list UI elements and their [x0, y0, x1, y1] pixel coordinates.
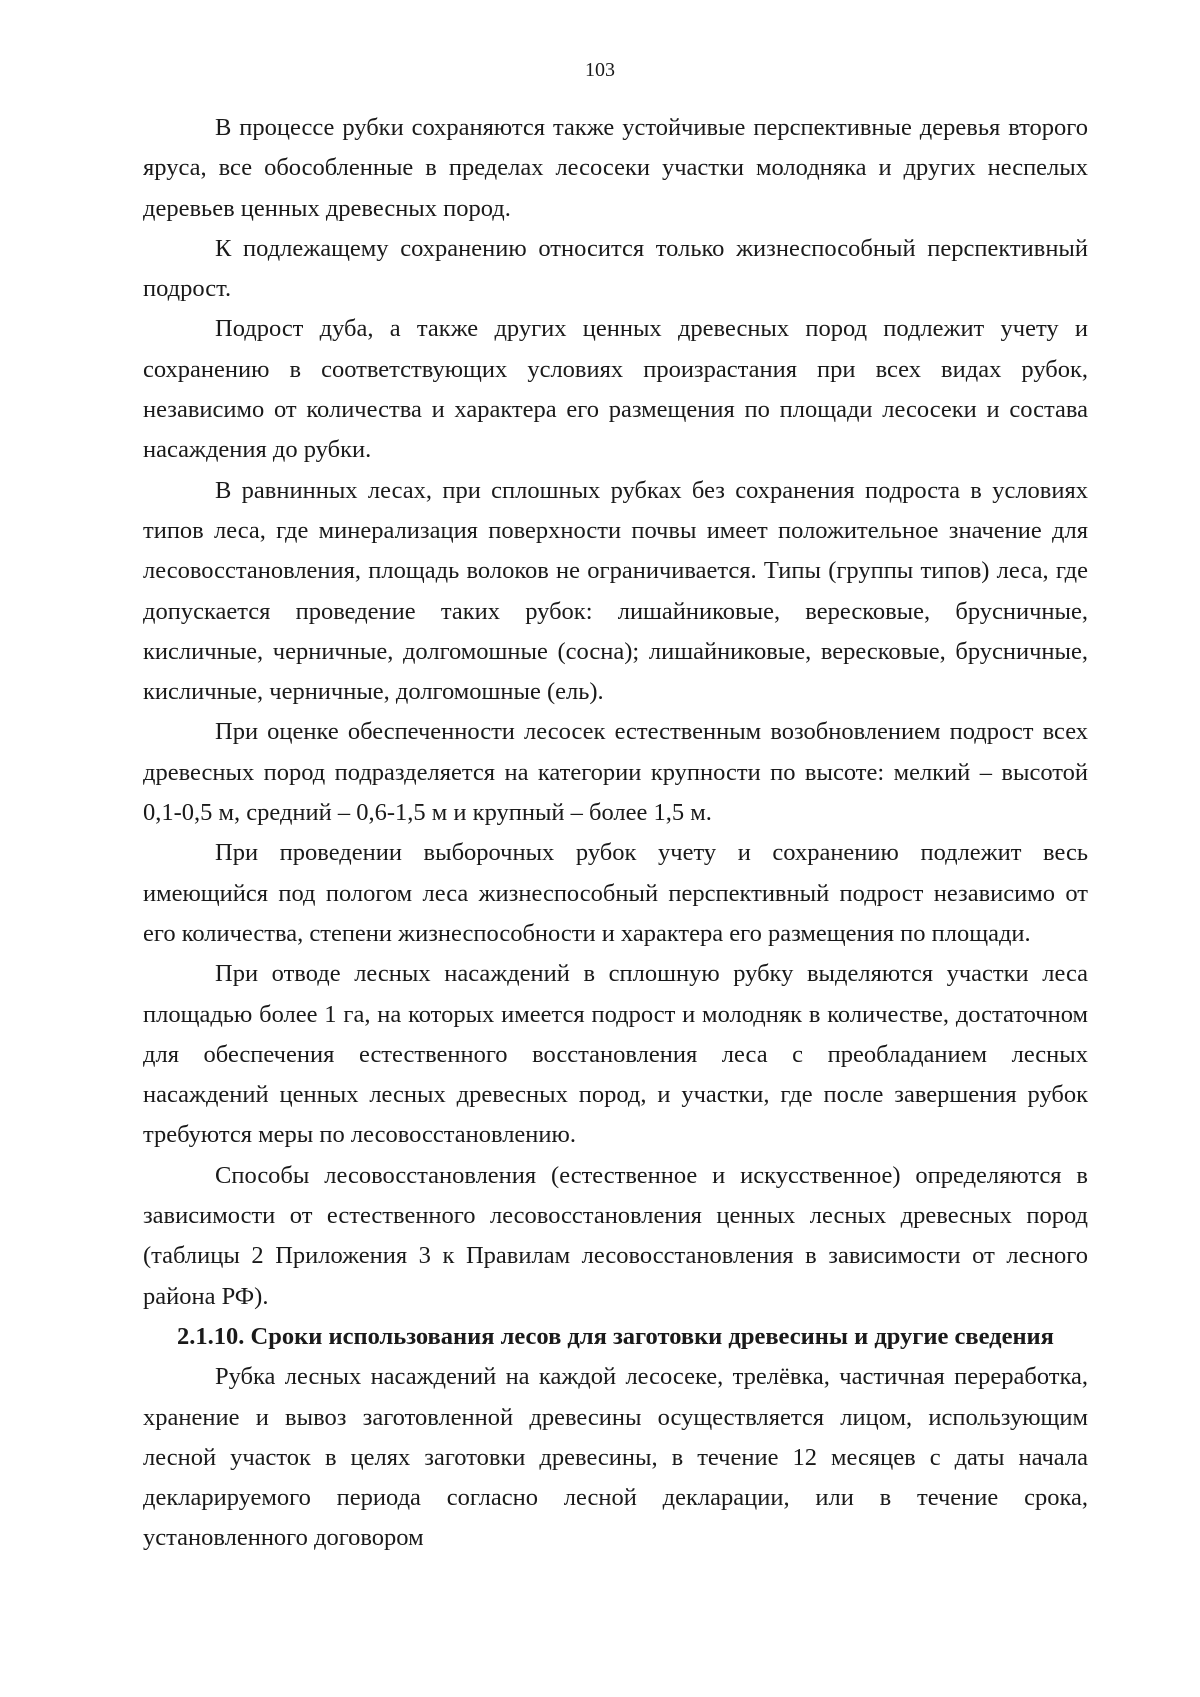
paragraph-size-categories: При оценке обеспеченности лесосек естественным возобновлением подрост всех древесных пород подразделяется на категории крупности по высоте: мелкий – высотой 0,1-0,5 м, средний – 0,6-1,5 м и крупный – более 1,5 м. [143, 718, 1088, 827]
page-number: 103 [585, 59, 615, 81]
page-body [143, 108, 1088, 1559]
paragraph-oak-undergrowth: Подрост дуба, а также других ценных древесных пород подлежит учету и сохранению в соответствующих условиях произрастания при всех видах рубок, независимо от количества и характера его размещения по площади лесосеки и состава насаждения до рубки. [143, 315, 1088, 464]
paragraph-selective-felling: При проведении выборочных рубок учету и сохранению подлежит весь имеющийся под пологом леса жизнеспособный перспективный подрост независимо от его количества, степени жизнеспособности и характера его размещения по площади. [143, 839, 1088, 947]
paragraph-felling-terms: Рубка лесных насаждений на каждой лесосеке, трелёвка, частичная переработка, хранение и вывоз заготовленной древесины осуществляется лицом, использующим лесной участок в целях заготовки древесины, в течение 12 месяцев с даты начала декларируемого периода согласно лесной декларации, или в течение срока, установленного договором [143, 1363, 1088, 1552]
section-heading: 2.1.10. Сроки использования лесов для заготовки древесины и другие сведения [177, 1322, 1054, 1350]
paragraph-reforestation-methods: Способы лесовосстановления (естественное и искусственное) определяются в зависимости от естественного лесовосстановления ценных лесных древесных пород (таблицы 2 Приложения 3 к Правилам лесовосстановления в зависимости от лесного района РФ). [143, 1161, 1088, 1310]
paragraph-clear-felling-allotment: При отводе лесных насаждений в сплошную рубку выделяются участки леса площадью более 1 га, на которых имеется подрост и молодняк в количестве, достаточном для обеспечения естественного восстановления леса с преобладанием лесных насаждений ценных лесных древесных пород, и участки, где после завершения рубок требуются меры по лесовосстановлению. [143, 960, 1088, 1149]
paragraph-plain-forests: В равнинных лесах, при сплошных рубках без сохранения подроста в условиях типов леса, где минерализация поверхности почвы имеет положительное значение для лесовосстановления, площадь волоков не ограничивается. Типы (группы типов) леса, где допускается проведение таких рубок: лишайниковые, вересковые, брусничные, кисличные, черничные, долгомошные (сосна); лишайниковые, вересковые, брусничные, кисличные, черничные, долгомошные (ель). [143, 476, 1088, 706]
paragraph-viable-undergrowth: К подлежащему сохранению относится только жизнеспособный перспективный подрост. [143, 234, 1088, 303]
paragraph-second-tier-trees: В процессе рубки сохраняются также устойчивые перспективные деревья второго яруса, все обособленные в пределах лесосеки участки молодняка и других неспелых деревьев ценных древесных пород. [143, 114, 1088, 222]
